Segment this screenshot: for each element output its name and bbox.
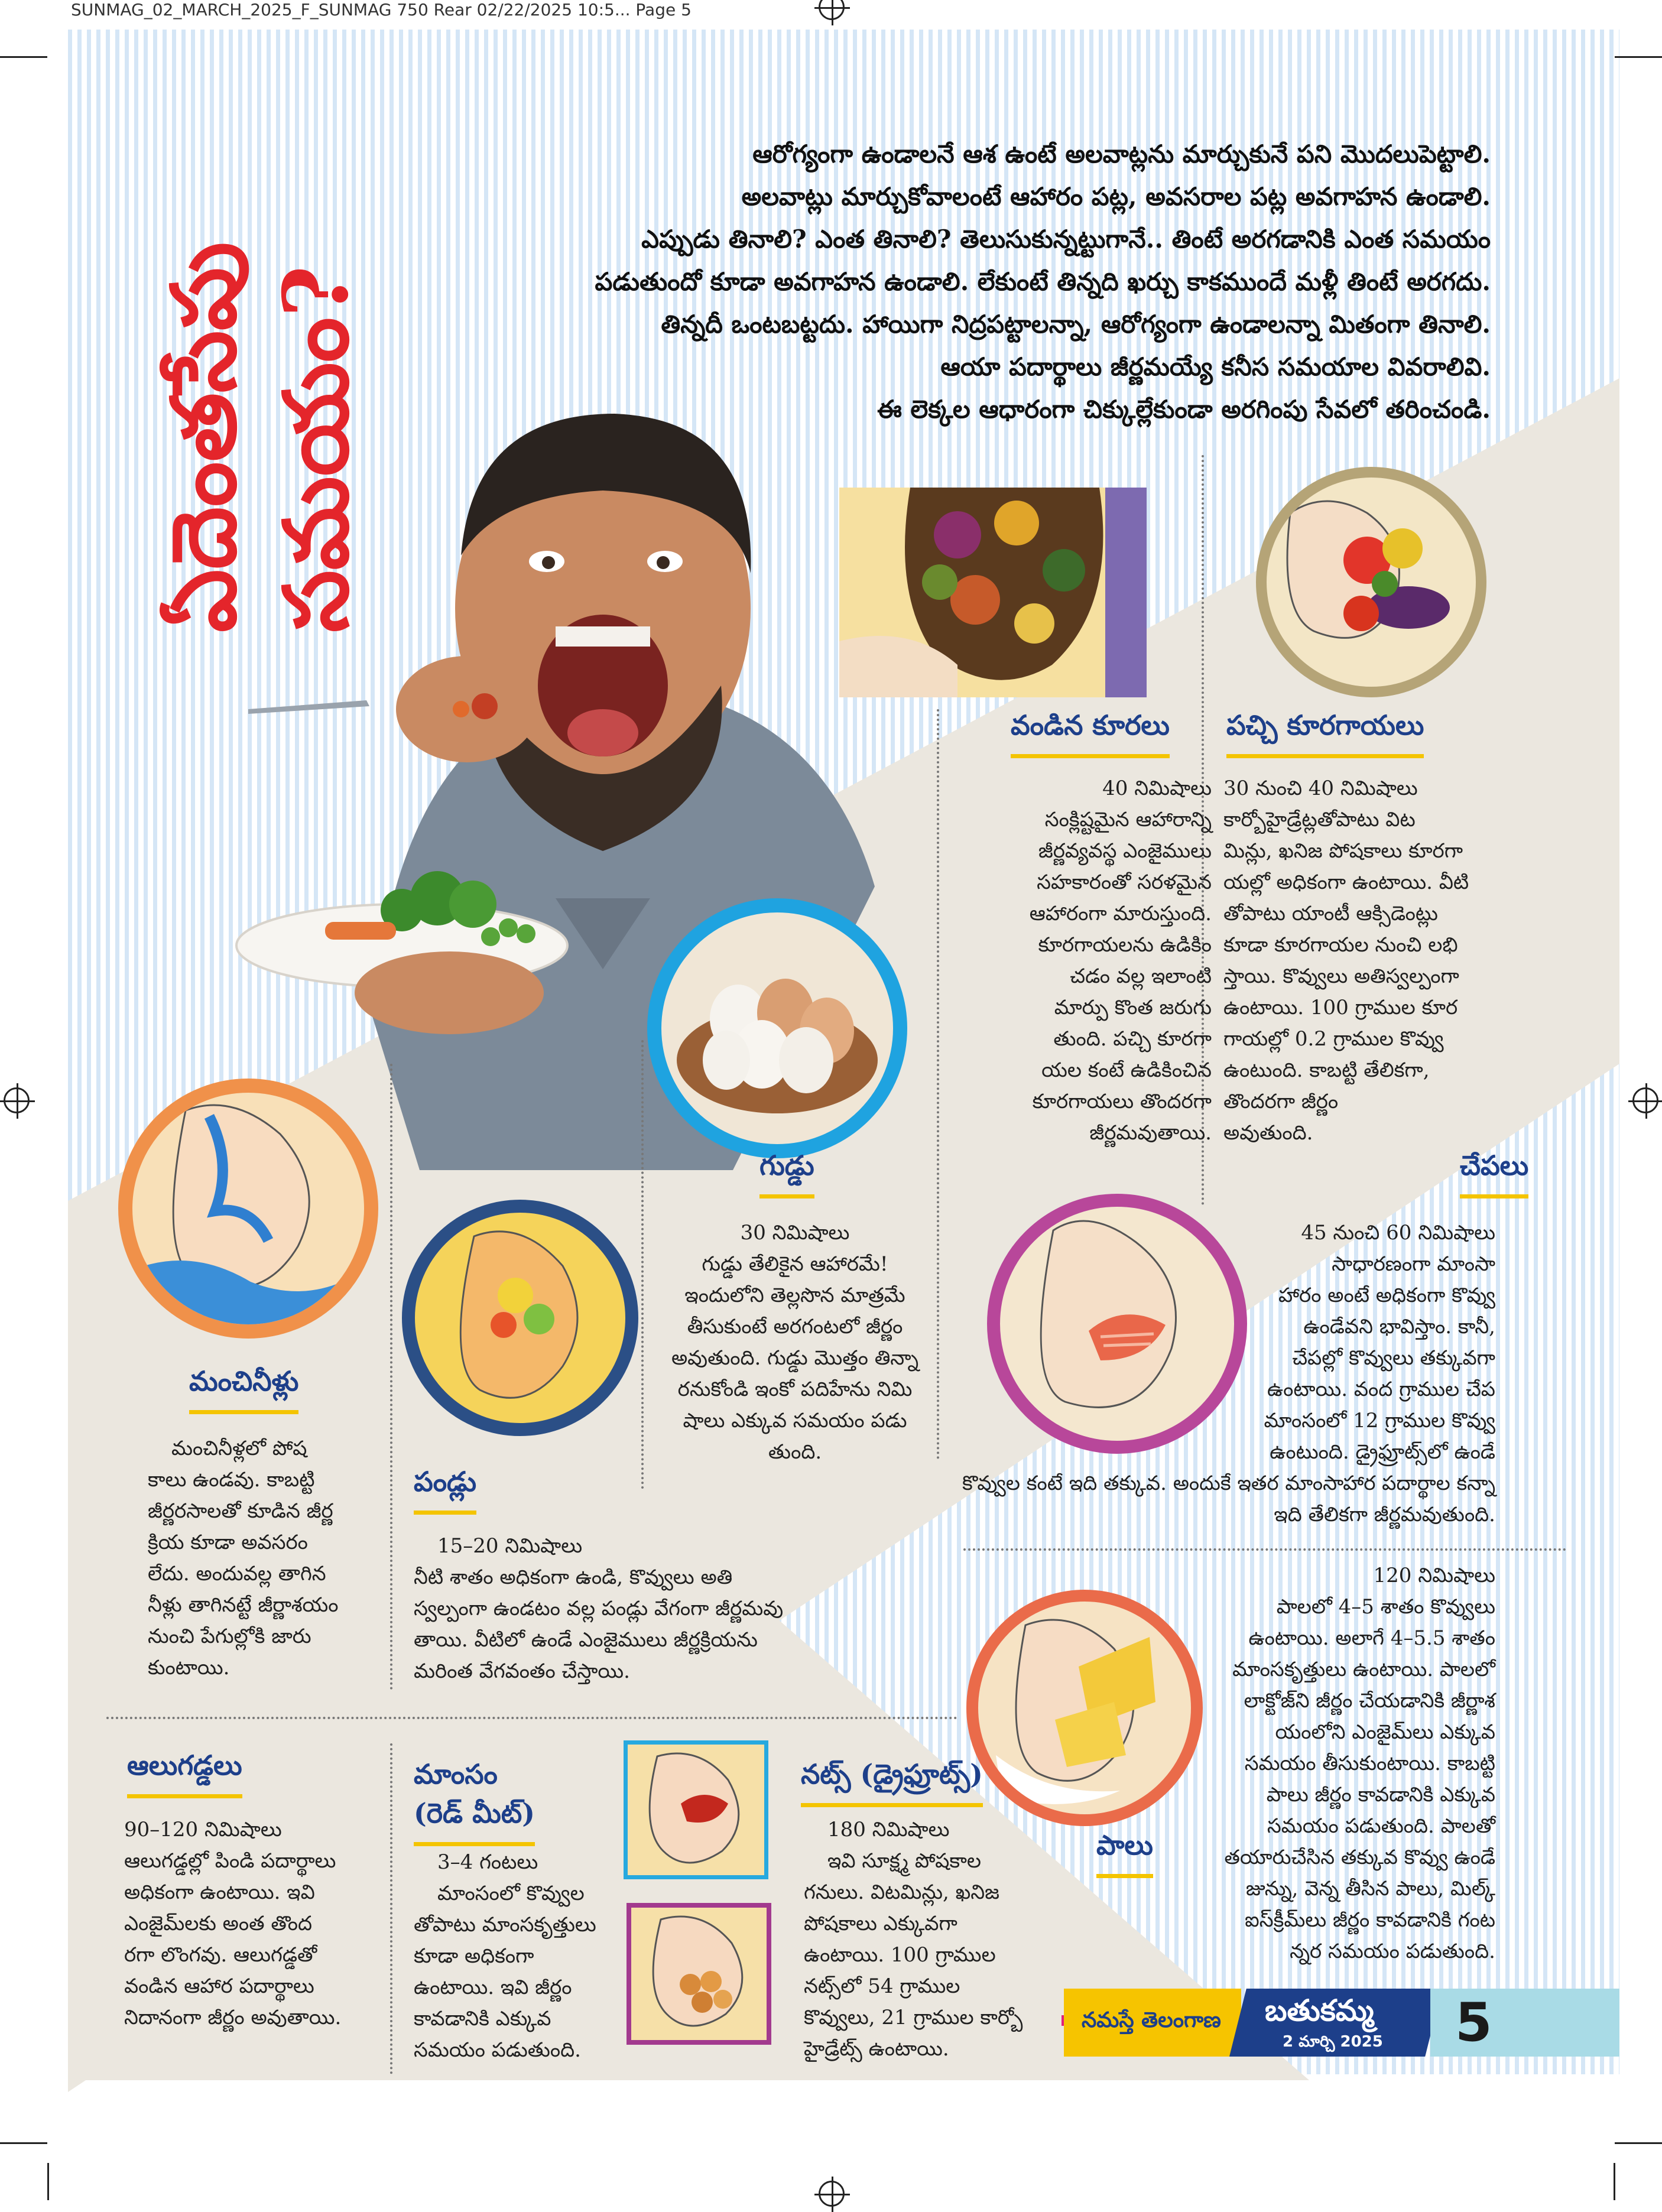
- text-water: మంచినీళ్లలో పోష కాలు ఉండవు. కాబట్టి జీర్ణరసాలతో కూడిన జీర్ణ క్రియ కూడా అవసరం లేదు. అందువల్ల తాగిన నీళ్లు తాగినట్టే జీర్ణాశయం నుంచి పేగుల్లోకి జారు కుంటాయి.: [148, 1437, 339, 1680]
- registration-mark: [1632, 1087, 1658, 1113]
- footer-magazine-name: బతుకమ్మ: [1265, 1993, 1374, 2028]
- heading-milk: పాలు: [1096, 1829, 1153, 1878]
- crop-mark: [1615, 2142, 1662, 2144]
- registration-mark: [4, 1087, 30, 1113]
- text-eggs: 30 నిమిషాలు గుడ్డు తేలికైన ఆహారమే! ఇందులోని తెల్లసొన మాత్రమే తీసుకుంటే అరగంటలో జీర్ణం అవుతుంది. గుడ్డు మొత్తం తిన్నా రనుకోండి ఇంకో పదిహేను నిమి షాలు ఎక్కువ సమయం పడు తుంది.: [671, 1221, 919, 1464]
- column-divider: [641, 1040, 644, 1489]
- text-meat: 3–4 గంటలు మాంసంలో కొవ్వుల తోపాటు మాంసకృత్తులు కూడా అధికంగా ఉంటాయి. ఇవి జీర్ణం కావడానికి ఎక్కువ సమయం పడుతుంది.: [414, 1850, 596, 2062]
- heading-raw-vegetables: పచ్చి కూరగాయలు: [1226, 709, 1424, 758]
- title-line-1: ఏదెంతసేపు: [152, 242, 256, 632]
- footer-newspaper-name: నమస్తే తెలంగాణ: [1082, 2008, 1221, 2032]
- registration-mark: [819, 0, 845, 20]
- milk-cheese-photo: [966, 1590, 1203, 1826]
- title-line-2: సమయం?: [264, 265, 368, 632]
- water-stomach-icon: [118, 1079, 378, 1339]
- intro-line: అలవాట్లు మార్చుకోవాలంటే ఆహారం పట్ల, అవసరాల పట్ల అవగాహన ఉండాలి.: [741, 182, 1491, 211]
- heading-eggs: గుడ్డు: [759, 1149, 814, 1198]
- crop-mark: [47, 2163, 49, 2200]
- registration-mark: [819, 2181, 845, 2207]
- intro-line: ఆయా పదార్థాలు జీర్ణమయ్యే కనీస సమయాల వివరాలివి.: [940, 352, 1491, 381]
- intro-line: ఆరోగ్యంగా ఉండాలనే ఆశ ఉంటే అలవాట్లను మార్చుకునే పని మొదలుపెట్టాలి.: [752, 139, 1491, 168]
- crop-mark: [0, 56, 47, 58]
- text-cooked-vegetables: 40 నిమిషాలు సంక్లిష్టమైన ఆహారాన్ని జీర్ణవ్యవస్థ ఎంజైములు సహకారంతో సరళమైన ఆహారంగా మారుస్తుంది. కూరగాయలను ఉడికిం చడం వల్ల ఇలాంటి మార్పు కొంత జరుగు తుంది. పచ్చి కూరగా యల కంటే ఉడికించిన కూరగాయలు తొందరగా జీర్ణమవుతాయి.: [1029, 777, 1212, 1145]
- cooked-vegetables-photo: [839, 488, 1147, 697]
- intro-line: తిన్నదీ ఒంటబట్టదు. హాయిగా నిద్రపట్టాలన్నా, ఆరోగ్యంగా ఉండాలన్నా మితంగా తినాలి.: [661, 310, 1491, 339]
- text-nuts: 180 నిమిషాలు ఇవి సూక్ష్మ పోషకాల గనులు. విటమిన్లు, ఖనిజ పోషకాలు ఎక్కువగా ఉంటాయి. 100 గ్రాముల నట్స్‌లో 54 గ్రాముల కొవ్వులు, 21 గ్రాముల కార్బో హైడ్రేట్స్ ఉంటాయి.: [804, 1818, 1023, 2061]
- column-divider: [390, 1743, 392, 2074]
- fruits-stomach-icon: [402, 1200, 638, 1436]
- crop-mark: [1614, 2163, 1615, 2200]
- raw-vegetables-photo: [1256, 467, 1486, 697]
- heading-water: మంచినీళ్లు: [189, 1365, 298, 1414]
- heading-cooked-vegetables: వండిన కూరలు: [1011, 709, 1170, 758]
- heading-meat: మాంసం (రెడ్ మీట్): [414, 1758, 535, 1846]
- text-raw-vegetables: 30 నుంచి 40 నిమిషాలు కార్బోహైడ్రేట్లతోపాటు విట మిన్లు, ఖనిజ పోషకాలు కూరగా యల్లో అధికంగా ఉంటాయి. వీటి తోపాటు యాంటీ ఆక్సిడెంట్లు కూడా కూరగాయల నుంచి లభి స్తాయి. కొవ్వులు అతిస్వల్పంగా ఉంటాయి. 100 గ్రాముల కూర గాయల్లో 0.2 గ్రాముల కొవ్వు ఉంటుంది. కాబట్టి తేలికగా, తొందరగా జీర్ణం అవుతుంది.: [1223, 777, 1469, 1145]
- footer-date: 2 మార్చి 2025: [1283, 2033, 1383, 2051]
- intro-line: ఎప్పుడు తినాలి? ఎంత తినాలి? తెలుసుకున్నట్టుగానే.. తింటే అరగడానికి ఎంత సమయం: [641, 225, 1491, 254]
- eggs-photo: [647, 898, 907, 1158]
- nuts-stomach-icon: [627, 1903, 771, 2045]
- row-divider: [963, 1548, 1566, 1551]
- heading-potatoes: ఆలుగడ్డలు: [127, 1749, 242, 1798]
- print-slug: SUNMAG_02_MARCH_2025_F_SUNMAG 750 Rear 02/22/2025 10:5... Page 5: [71, 0, 692, 20]
- row-divider: [106, 1717, 957, 1719]
- text-fruits: 15–20 నిమిషాలు నీటి శాతం అధికంగా ఉండి, కొవ్వులు అతి స్వల్పంగా ఉండటం వల్ల పండ్లు వేగంగా జీర్ణమవు తాయి. వీటిలో ఉండే ఎంజైములు జీర్ణక్రియను మరింత వేగవంతం చేస్తాయి.: [414, 1534, 784, 1683]
- column-divider: [390, 1064, 392, 1690]
- intro-line: పడుతుందో కూడా అవగాహన ఉండాలి. లేకుంటే తిన్నది ఖర్చు కాకముందే మళ్లీ తింటే అరగదు.: [595, 267, 1491, 296]
- intro-line: ఈ లెక్కల ఆధారంగా చిక్కుల్లేకుండా అరగింపు సేవలో తరించండి.: [877, 395, 1491, 424]
- text-milk: 120 నిమిషాలు పాలలో 4–5 శాతం కొవ్వులు ఉంటాయి. అలాగే 4–5.5 శాతం మాంసకృత్తులు ఉంటాయి. పాలలో లాక్టోజ్‌ని జీర్ణం చేయడానికి జీర్ణాశ యంలోని ఎంజైమ్‌లు ఎక్కువ సమయం తీసుకుంటాయి. కాబట్టి పాలు జీర్ణం కావడానికి ఎక్కువ సమయం పడుతుంది. పాలతో తయారుచేసిన తక్కువ కొవ్వు ఉండే జున్ను, వెన్న తీసిన పాలు, మిల్క్ ఐస్‌క్రీమ్‌లు జీర్ణం కావడానికి గంట న్నర సమయం పడుతుంది.: [1224, 1564, 1495, 1963]
- meat-stomach-icon: [624, 1740, 768, 1879]
- heading-nuts: నట్స్ (డ్రైఫ్రూట్స్): [801, 1758, 983, 1807]
- crop-mark: [0, 2142, 47, 2144]
- text-fish: 45 నుంచి 60 నిమిషాలు సాధారణంగా మాంసా హారం అంటే అధికంగా కొవ్వు ఉండేవని భావిస్తాం. కానీ, చేపల్లో కొవ్వులు తక్కువగా ఉంటాయి. వంద గ్రాముల చేప మాంసంలో 12 గ్రాముల కొవ్వు ఉంటుంది. డ్రైఫ్రూట్స్‌లో ఉండే కొవ్వుల కంటే ఇది తక్కువ. అందుకే ఇతర మాంసాహార పదార్థాల కన్నా ఇది తేలికగా జీర్ణమవుతుంది.: [962, 1221, 1495, 1526]
- heading-fish: చేపలు: [1460, 1149, 1528, 1198]
- page-number: 5: [1455, 1992, 1492, 2054]
- crop-mark: [1615, 56, 1662, 58]
- text-potatoes: 90–120 నిమిషాలు ఆలుగడ్డల్లో పిండి పదార్థాలు అధికంగా ఉంటాయి. ఇవి ఎంజైమ్‌లకు అంత తొంద రగా లొంగవు. ఆలుగడ్డతో వండిన ఆహార పదార్థాలు నిదానంగా జీర్ణం అవుతాయి.: [124, 1818, 342, 2029]
- heading-fruits: పండ్లు: [414, 1466, 476, 1515]
